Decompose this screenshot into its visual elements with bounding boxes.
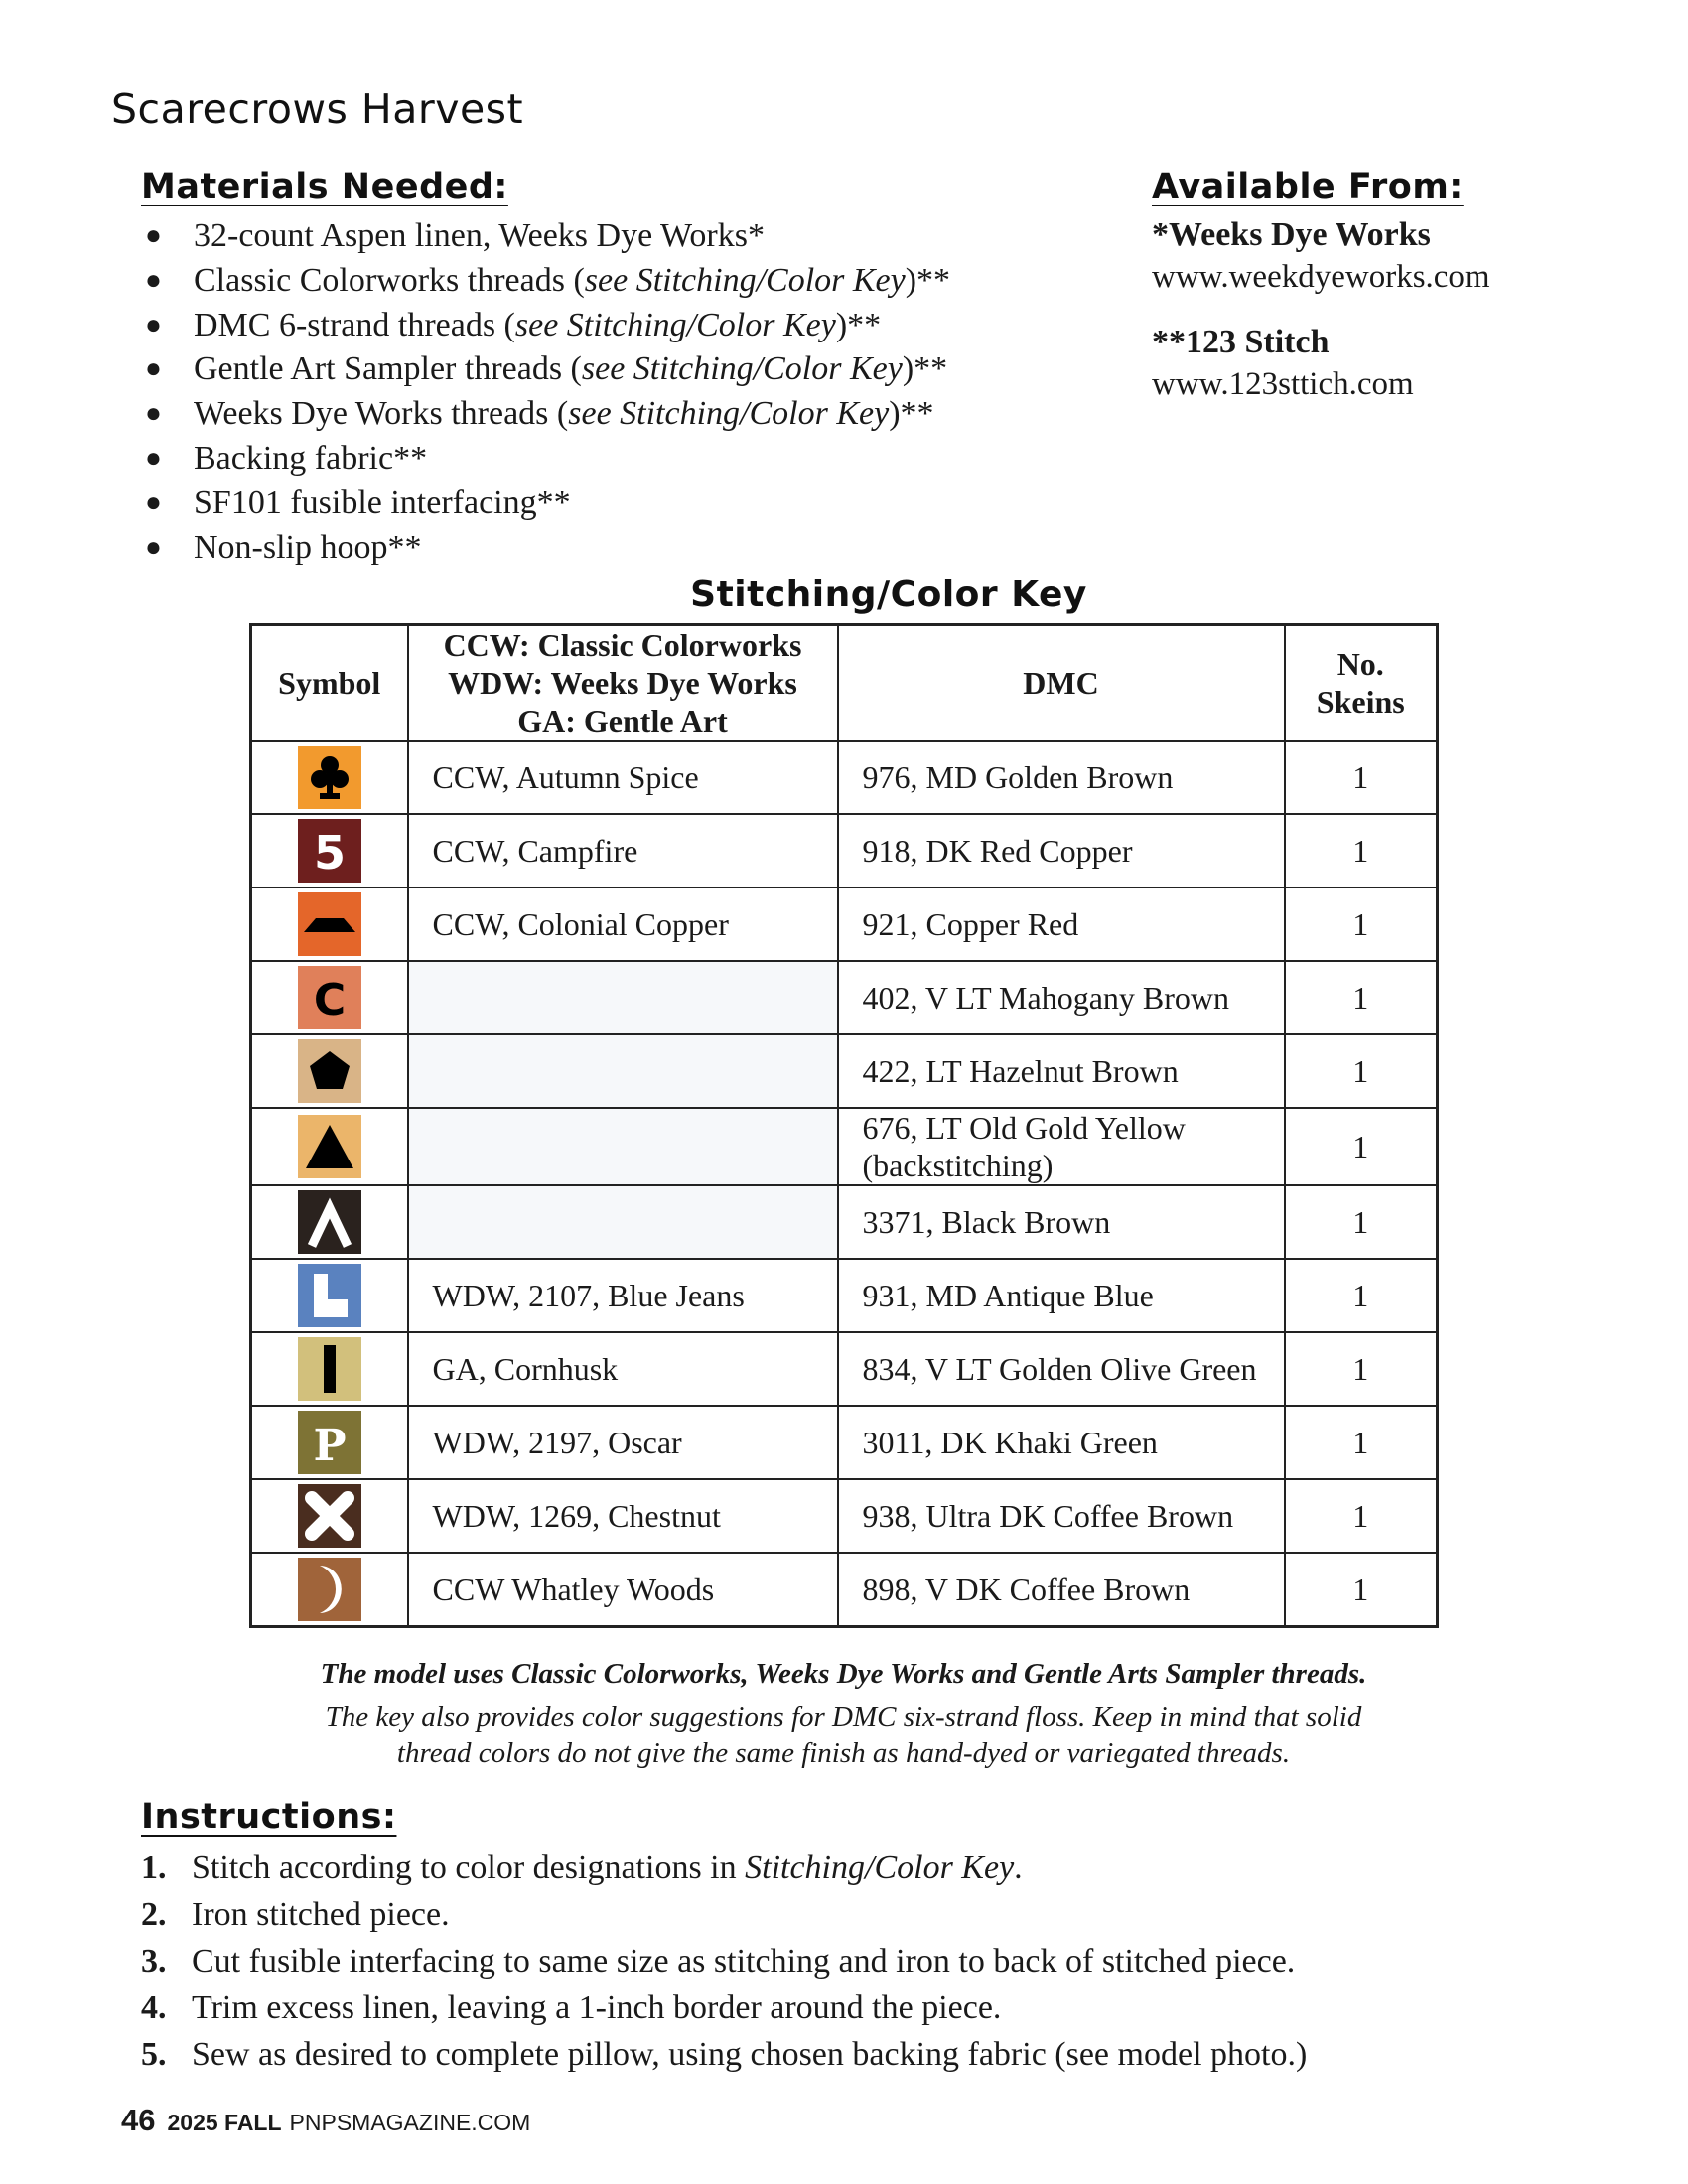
bar-icon	[298, 1337, 361, 1401]
pentagon-icon	[298, 1039, 361, 1103]
brand-cell: WDW, 1269, Chestnut	[408, 1479, 838, 1553]
skeins-cell: 1	[1285, 1108, 1438, 1185]
header-skeins: No. Skeins	[1285, 625, 1438, 742]
symbol-cell	[251, 1259, 408, 1332]
available-from-section	[1152, 167, 1668, 405]
list-item: ● Gentle Art Sampler threads (see Stitching/Color Key)**	[145, 350, 948, 388]
symbol-cell	[251, 741, 408, 814]
key-title: Stitching/Color Key	[690, 574, 1087, 614]
letter-p-icon	[298, 1411, 361, 1474]
source-url[interactable]: www.weekdyeworks.com	[1152, 259, 1490, 295]
skeins-cell: 1	[1285, 1479, 1438, 1553]
dmc-cell: 676, LT Old Gold Yellow (backstitching)	[838, 1108, 1285, 1185]
skeins-cell: 1	[1285, 1259, 1438, 1332]
symbol-cell	[251, 1108, 408, 1185]
symbol-cell	[251, 1185, 408, 1259]
table-row	[251, 1479, 1438, 1553]
dmc-cell: 898, V DK Coffee Brown	[838, 1553, 1285, 1627]
svg-text:C: C	[313, 975, 346, 1025]
l-shape-icon	[298, 1264, 361, 1327]
letter-c-icon	[298, 966, 361, 1029]
svg-text:5: 5	[313, 826, 346, 880]
list-item: 5. Sew as desired to complete pillow, using chosen backing fabric (see model photo.)	[141, 2036, 1308, 2073]
table-row	[251, 814, 1438, 887]
dmc-cell: 938, Ultra DK Coffee Brown	[838, 1479, 1285, 1553]
x-icon	[298, 1484, 361, 1548]
page-number: 46	[121, 2103, 156, 2137]
list-item: ● Classic Colorworks threads (see Stitching/Color Key)**	[145, 261, 951, 299]
skeins-cell: 1	[1285, 1406, 1438, 1479]
table-row	[251, 887, 1438, 961]
list-item: 2. Iron stitched piece.	[141, 1896, 450, 1933]
header-symbol: Symbol	[251, 625, 408, 742]
trapezoid-icon	[298, 892, 361, 956]
table-row	[251, 1406, 1438, 1479]
symbol-cell	[251, 1406, 408, 1479]
brand-cell: WDW, 2197, Oscar	[408, 1406, 838, 1479]
page-footer	[121, 2103, 530, 2138]
note-dmc-suggestion: The key also provides color suggestions for DMC six-strand floss. Keep in mind that solid thread colors do not give the same finish as hand-dyed or variegated threads.	[325, 1702, 1362, 1769]
list-item: ● Non-slip hoop**	[145, 528, 422, 566]
list-item: 1. Stitch according to color designations in Stitching/Color Key.	[141, 1849, 1023, 1886]
symbol-cell	[251, 961, 408, 1034]
table-row	[251, 1553, 1438, 1627]
note-model-threads: The model uses Classic Colorworks, Weeks Dye Works and Gentle Arts Sampler threads.	[320, 1658, 1367, 1690]
symbol-cell	[251, 1332, 408, 1406]
notes-section	[250, 1656, 1437, 1771]
brand-cell	[408, 1034, 838, 1108]
skeins-cell: 1	[1285, 814, 1438, 887]
source-123-stitch	[1152, 322, 1668, 405]
table-row	[251, 1185, 1438, 1259]
table-header-row	[251, 625, 1438, 742]
table-row	[251, 1108, 1438, 1185]
table-row	[251, 741, 1438, 814]
brand-cell	[408, 1108, 838, 1185]
skeins-cell: 1	[1285, 741, 1438, 814]
source-name: *Weeks Dye Works	[1152, 216, 1431, 253]
dmc-cell: 834, V LT Golden Olive Green	[838, 1332, 1285, 1406]
table-row	[251, 1259, 1438, 1332]
brand-cell: CCW, Autumn Spice	[408, 741, 838, 814]
dmc-cell: 3011, DK Khaki Green	[838, 1406, 1285, 1479]
source-name: **123 Stitch	[1152, 324, 1330, 360]
source-url[interactable]: www.123sttich.com	[1152, 366, 1414, 402]
dmc-cell: 931, MD Antique Blue	[838, 1259, 1285, 1332]
brand-cell	[408, 961, 838, 1034]
symbol-cell	[251, 1034, 408, 1108]
list-item: ● DMC 6-strand threads (see Stitching/Color Key)**	[145, 306, 882, 343]
skeins-cell: 1	[1285, 1553, 1438, 1627]
dmc-cell: 402, V LT Mahogany Brown	[838, 961, 1285, 1034]
five-icon	[298, 819, 361, 883]
list-item: ● Backing fabric**	[145, 439, 428, 477]
symbol-cell	[251, 1479, 408, 1553]
club-icon	[298, 746, 361, 809]
dmc-cell: 422, LT Hazelnut Brown	[838, 1034, 1285, 1108]
materials-list	[141, 214, 1015, 570]
page-title: Scarecrows Harvest	[111, 85, 524, 133]
instructions-heading: Instructions:	[141, 1797, 397, 1837]
symbol-cell	[251, 814, 408, 887]
dmc-cell: 921, Copper Red	[838, 887, 1285, 961]
materials-section	[141, 167, 1015, 570]
materials-heading: Materials Needed:	[141, 167, 508, 206]
brand-cell	[408, 1185, 838, 1259]
instructions-list	[141, 1844, 1581, 2078]
table-row	[251, 1332, 1438, 1406]
instructions-section	[141, 1797, 1581, 2078]
site-label: PNPSMAGAZINE.COM	[289, 2110, 531, 2135]
table-row	[251, 961, 1438, 1034]
brand-cell: CCW, Colonial Copper	[408, 887, 838, 961]
symbol-cell	[251, 887, 408, 961]
source-weeks-dye-works	[1152, 214, 1668, 298]
skeins-cell: 1	[1285, 887, 1438, 961]
brand-cell: CCW, Campfire	[408, 814, 838, 887]
dmc-cell: 976, MD Golden Brown	[838, 741, 1285, 814]
brand-cell: CCW Whatley Woods	[408, 1553, 838, 1627]
list-item: 3. Cut fusible interfacing to same size as stitching and iron to back of stitched piece.	[141, 1943, 1296, 1979]
symbol-cell	[251, 1553, 408, 1627]
skeins-cell: 1	[1285, 1034, 1438, 1108]
caret-icon	[298, 1190, 361, 1254]
list-item: ● SF101 fusible interfacing**	[145, 483, 571, 521]
svg-text:P: P	[313, 1421, 347, 1471]
header-dmc: DMC	[838, 625, 1285, 742]
skeins-cell: 1	[1285, 1185, 1438, 1259]
list-item: ● Weeks Dye Works threads (see Stitching/Color Key)**	[145, 395, 934, 433]
brand-cell: GA, Cornhusk	[408, 1332, 838, 1406]
skeins-cell: 1	[1285, 961, 1438, 1034]
issue-label: 2025 FALL	[167, 2110, 282, 2135]
brand-cell: WDW, 2107, Blue Jeans	[408, 1259, 838, 1332]
table-row	[251, 1034, 1438, 1108]
header-brand: CCW: Classic Colorworks WDW: Weeks Dye Works GA: Gentle Art	[408, 625, 838, 742]
dmc-cell: 918, DK Red Copper	[838, 814, 1285, 887]
triangle-icon	[298, 1115, 361, 1178]
list-item: 4. Trim excess linen, leaving a 1-inch border around the piece.	[141, 1989, 1002, 2026]
skeins-cell: 1	[1285, 1332, 1438, 1406]
dmc-cell: 3371, Black Brown	[838, 1185, 1285, 1259]
list-item: ● 32-count Aspen linen, Weeks Dye Works*	[145, 217, 765, 254]
crescent-icon	[298, 1558, 361, 1621]
color-key-table	[249, 623, 1439, 1628]
available-heading: Available From:	[1152, 167, 1464, 206]
